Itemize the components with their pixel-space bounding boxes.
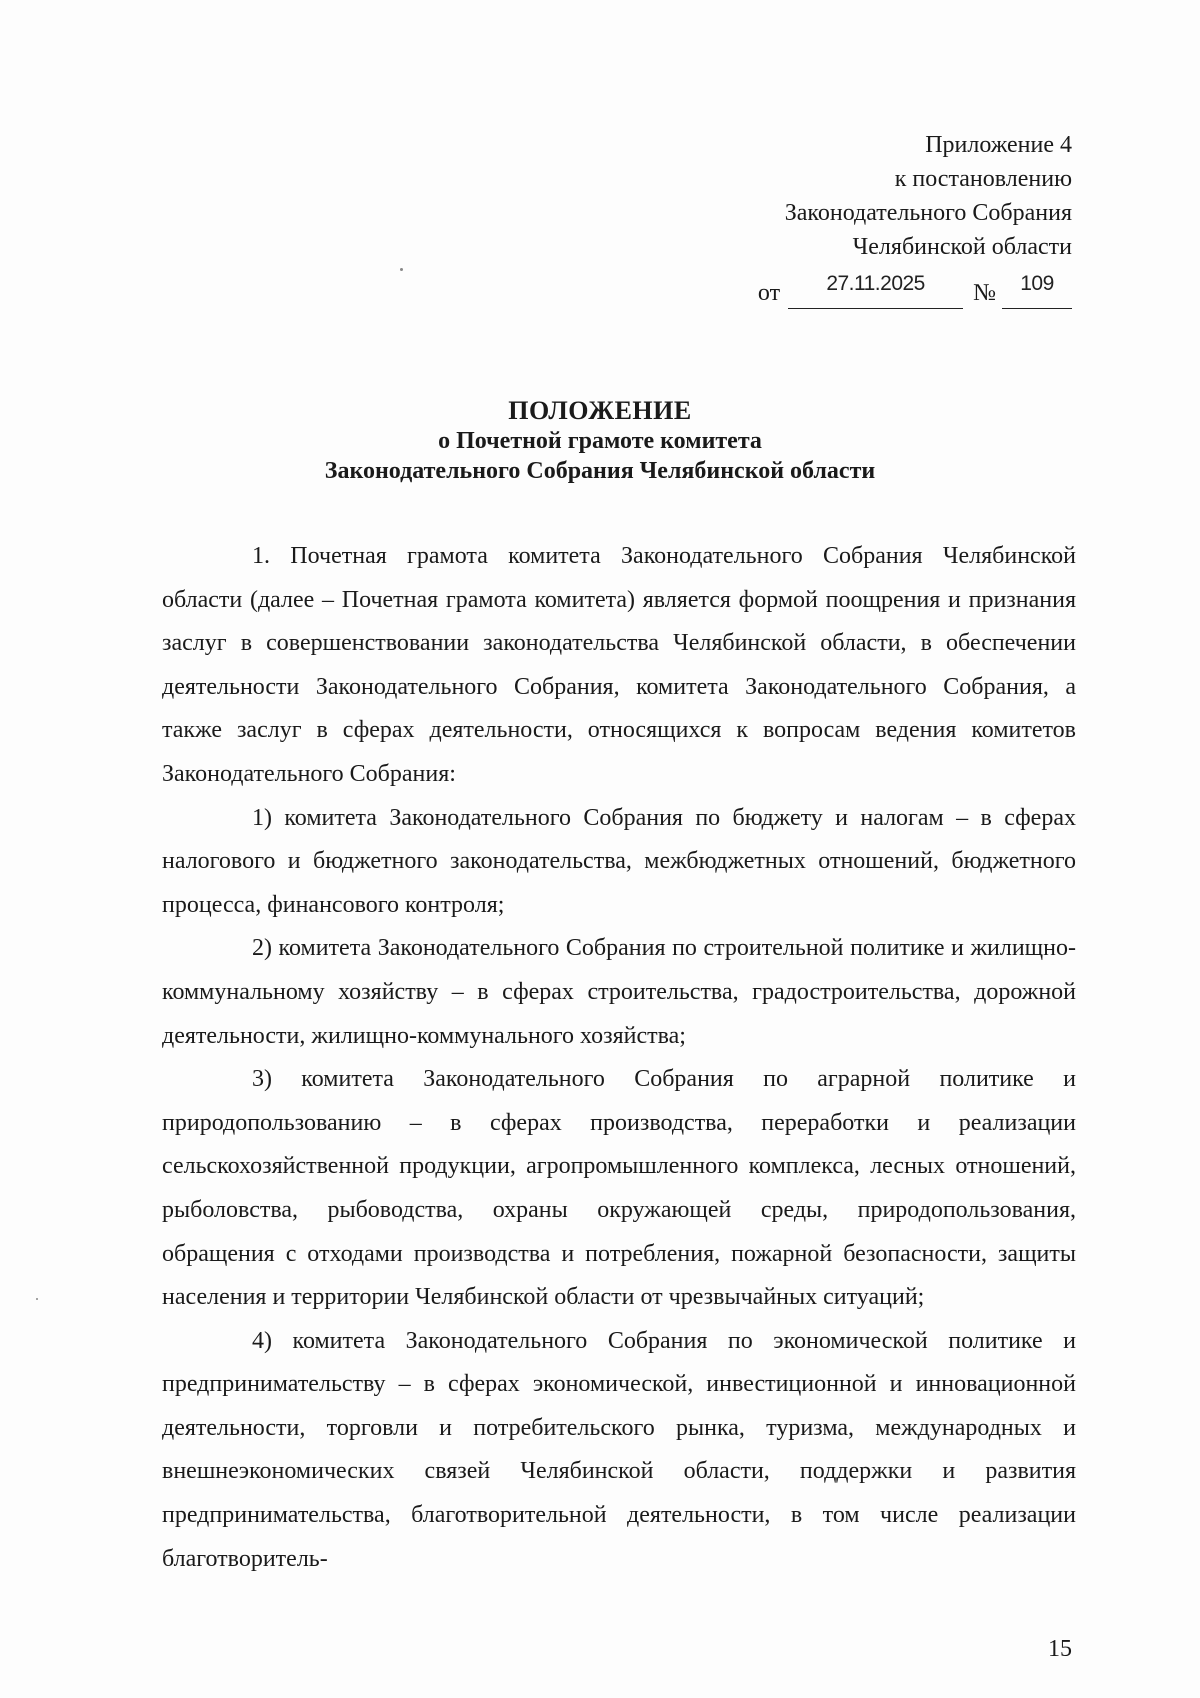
appendix-line: к постановлению [894, 166, 1072, 192]
appendix-line: Приложение 4 [925, 132, 1072, 158]
scan-speck [36, 1298, 38, 1300]
scan-speck [400, 268, 403, 271]
appendix-line: Челябинской области [852, 234, 1072, 260]
document-body [162, 535, 1076, 1581]
number-blank [1002, 272, 1072, 309]
resolution-date: 27.11.2025 [826, 272, 925, 295]
document-title [0, 396, 1200, 486]
page-number: 15 [1048, 1636, 1072, 1662]
date-blank [788, 272, 963, 309]
resolution-number: 109 [1020, 272, 1054, 295]
paragraph: 4) комитета Законодательного Собрания по экономической политике и предпринимательству – в сферах экономической, инвестиционной и инновационной деятельности, торговли и потребительского рынка, туризма, международных и внешнеэкономических связей Челябинской области, поддержки и развития предпринимательства, благотворительной деятельности, в том числе реализации благотворитель- [162, 1327, 1076, 1572]
resolution-date-number [757, 272, 1072, 309]
paragraph: 1) комитета Законодательного Собрания по бюджету и налогам – в сферах налогового и бюджетного законодательства, межбюджетных отношений, бюджетного процесса, финансового контроля; [162, 804, 1076, 918]
appendix-line: Законодательного Собрания [784, 200, 1072, 226]
title-subtitle: о Почетной грамоте комитета [438, 428, 762, 454]
title-subtitle: Законодательного Собрания Челябинской области [324, 458, 876, 484]
title-main: ПОЛОЖЕНИЕ [508, 396, 692, 425]
from-label: от [757, 280, 781, 306]
paragraph: 2) комитета Законодательного Собрания по строительной политике и жилищно-коммунальному хозяйству – в сферах строительства, градостроительства, дорожной деятельности, жилищно-коммунального хозяйства; [162, 935, 1076, 1049]
paragraph: 1. Почетная грамота комитета Законодательного Собрания Челябинской области (далее – Почетная грамота комитета) является формой поощрения и признания заслуг в совершенствовании законодательства Челябинской области, в обеспечении деятельности Законодательного Собрания, комитета Законодательного Собрания, а также заслуг в сферах деятельности, относящихся к вопросам ведения комитетов Законодательного Собрания: [162, 543, 1076, 787]
number-label: № [973, 280, 996, 306]
appendix-header [785, 128, 1072, 264]
paragraph: 3) комитета Законодательного Собрания по аграрной политике и природопользованию – в сферах производства, переработки и реализации сельскохозяйственной продукции, агропромышленного комплекса, лесных отношений, рыболовства, рыбоводства, охраны окружающей среды, природопользования, обращения с отходами производства и потребления, пожарной безопасности, защиты населения и территории Челябинской области от чрезвычайных ситуаций; [162, 1066, 1076, 1311]
